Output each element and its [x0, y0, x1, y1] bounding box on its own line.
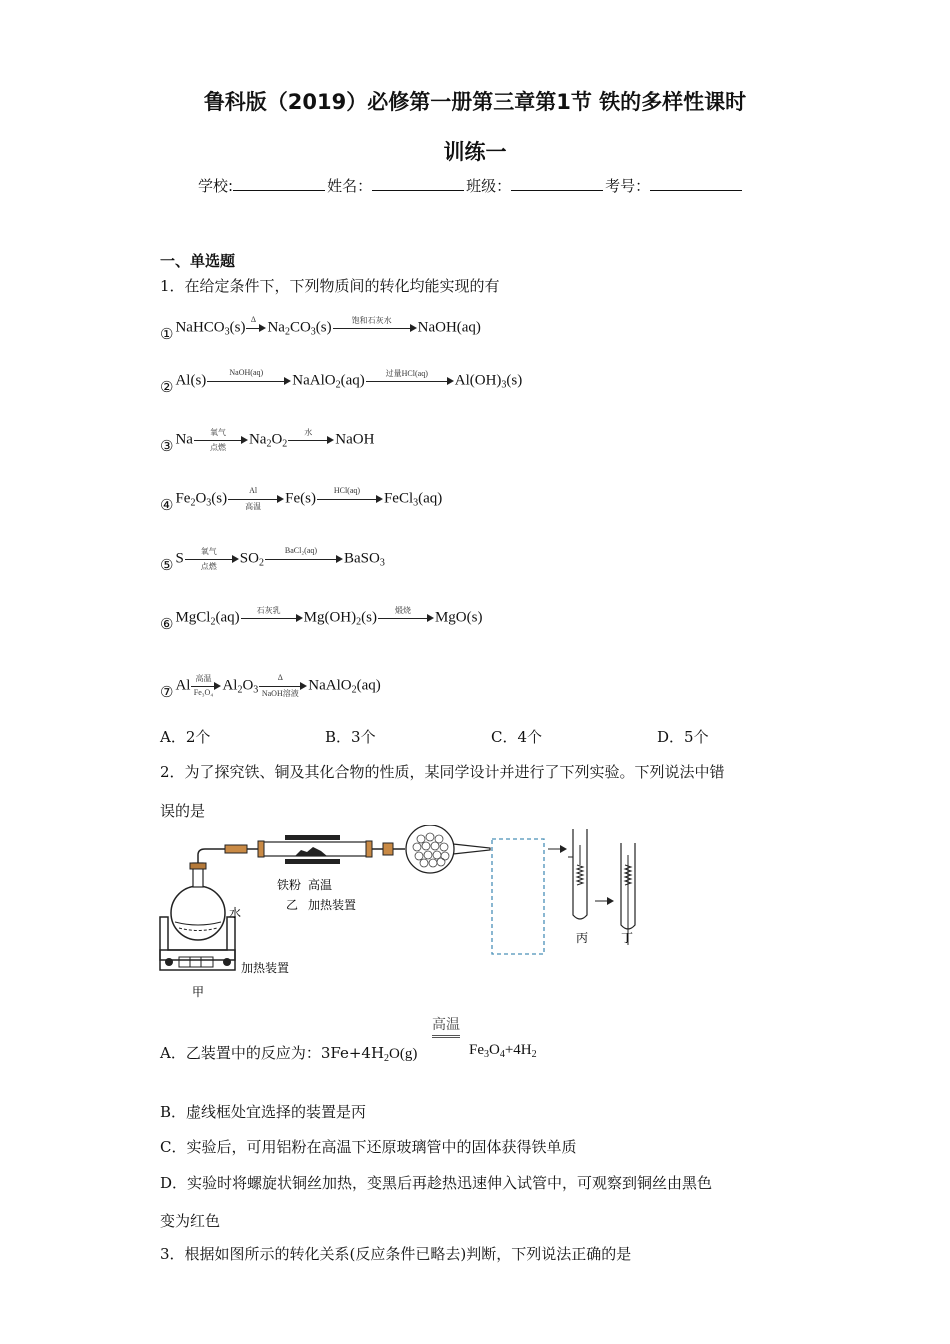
- school-blank[interactable]: [233, 176, 325, 191]
- arrow-icon: 石灰乳: [241, 607, 303, 629]
- arrow-icon: BaCl₂(aq): [265, 548, 343, 570]
- yi-label: 乙: [286, 898, 299, 912]
- yi-heater-label: 加热装置: [308, 898, 357, 912]
- round-flask: [171, 863, 225, 940]
- drying-tube: [393, 825, 490, 873]
- q1-item-6: ⑥ MgCl$_2$(aq) 石灰乳 $Mg(OH)_2(s)$ 煅烧 MgO(s): [160, 606, 483, 634]
- school-label: 学校:: [198, 177, 234, 195]
- number-label: 考号：: [605, 177, 651, 195]
- q3-stem: 3．根据如图所示的转化关系(反应条件已略去)判断，下列说法正确的是: [160, 1245, 632, 1263]
- ding-test-tube: [621, 843, 635, 945]
- q1-stem: 1．在给定条件下，下列物质间的转化均能实现的有: [160, 277, 500, 295]
- q1-item-7: ⑦ Al 高温 Fe₃O₄ $Al_2O_3$ Δ NaOH溶液 NaAlO$_2$(aq): [160, 673, 381, 702]
- arrow-icon: Al 高温: [228, 488, 284, 510]
- arrow-icon: NaOH(aq): [207, 370, 291, 392]
- q1-item-4: ④ $Fe_2O_3(s)$ Al 高温 Fe(s) HCl(aq) FeCl$_3$(aq): [160, 486, 443, 515]
- yi-tube: [258, 835, 372, 864]
- q2-option-a[interactable]: A．乙装置中的反应为：$3Fe+4H_2O(g)$: [160, 1044, 418, 1064]
- q1-item-2: ② Al(s) NaOH(aq) NaAlO$_2$(aq) 过量HCl(aq) $Al(OH)_3(s)$: [160, 368, 523, 397]
- arrow-icon: Δ NaOH溶液: [259, 675, 307, 697]
- q2-option-c[interactable]: C．实验后，可用铝粉在高温下还原玻璃管中的固体获得铁单质: [160, 1138, 577, 1156]
- ding-label: 丁: [620, 931, 634, 945]
- arrow-icon: 水: [288, 429, 334, 451]
- page-title: 鲁科版（2019）必修第一册第三章第1节 铁的多样性课时: [203, 90, 747, 114]
- dashed-box: [492, 839, 544, 954]
- high-temp-label: 高温: [308, 878, 333, 892]
- apparatus-figure: [155, 825, 655, 1005]
- q1-item-3: ③ Na 氧气 点燃 $Na_2O_2$ 水 NaOH: [160, 428, 375, 456]
- q2-option-b[interactable]: B．虚线框处宜选择的装置是丙: [160, 1103, 367, 1121]
- arrow-icon: HCl(aq): [317, 488, 383, 510]
- name-label: 姓名：: [327, 177, 373, 195]
- section-heading: 一、单选题: [160, 252, 236, 270]
- q1-option-a[interactable]: A．2个: [160, 728, 211, 746]
- water-label: 水: [229, 906, 242, 920]
- bing-label: 丙: [575, 931, 589, 945]
- name-blank[interactable]: [372, 176, 464, 191]
- arrow-icon: 氧气 点燃: [185, 548, 239, 570]
- iron-powder-label: 铁粉: [277, 878, 302, 892]
- page-title-line2: 训练一: [443, 140, 507, 164]
- jia-heater-label: 加热装置: [241, 961, 290, 975]
- arrow-icon: 高温 Fe₃O₄: [191, 675, 221, 697]
- arrow-icon: 饱和石灰水: [333, 317, 417, 339]
- q1-item-5: ⑤ S 氧气 点燃 $SO_2$ BaCl₂(aq) BaSO$_3$: [160, 546, 385, 575]
- arrow-icon: 过量HCl(aq): [366, 370, 454, 392]
- arrow-icon: Δ: [246, 317, 266, 339]
- q1-item-1: ① NaHCO$_3$(s) Δ $Na_2CO_3(s)$ 饱和石灰水 NaOH(aq): [160, 315, 481, 344]
- q1-option-d[interactable]: D．5个: [657, 728, 709, 746]
- q2-option-a-product: $Fe_3O_4+4H_2$: [469, 1042, 537, 1060]
- condition-label: 高温: [432, 1014, 460, 1038]
- bing-test-tube: [568, 829, 587, 919]
- jia-label: 甲: [191, 985, 205, 999]
- q1-option-b[interactable]: B．3个: [325, 728, 376, 746]
- class-blank[interactable]: [511, 176, 603, 191]
- class-label: 班级：: [466, 177, 512, 195]
- arrow-icon: 煅烧: [378, 607, 434, 629]
- q1-option-c[interactable]: C．4个: [491, 728, 543, 746]
- arrow-icon: 氧气 点燃: [194, 429, 248, 451]
- q2-option-d-line2: 变为红色: [160, 1212, 221, 1230]
- q2-stem-line2: 误的是: [160, 802, 206, 820]
- q2-option-d[interactable]: D．实验时将螺旋状铜丝加热，变黑后再趁热迅速伸入试管中，可观察到铜丝由黑色: [160, 1174, 713, 1192]
- q2-stem-line1: 2．为了探究铁、铜及其化合物的性质，某同学设计并进行了下列实验。下列说法中错: [160, 763, 725, 781]
- number-blank[interactable]: [650, 176, 742, 191]
- student-info-row: [198, 175, 744, 196]
